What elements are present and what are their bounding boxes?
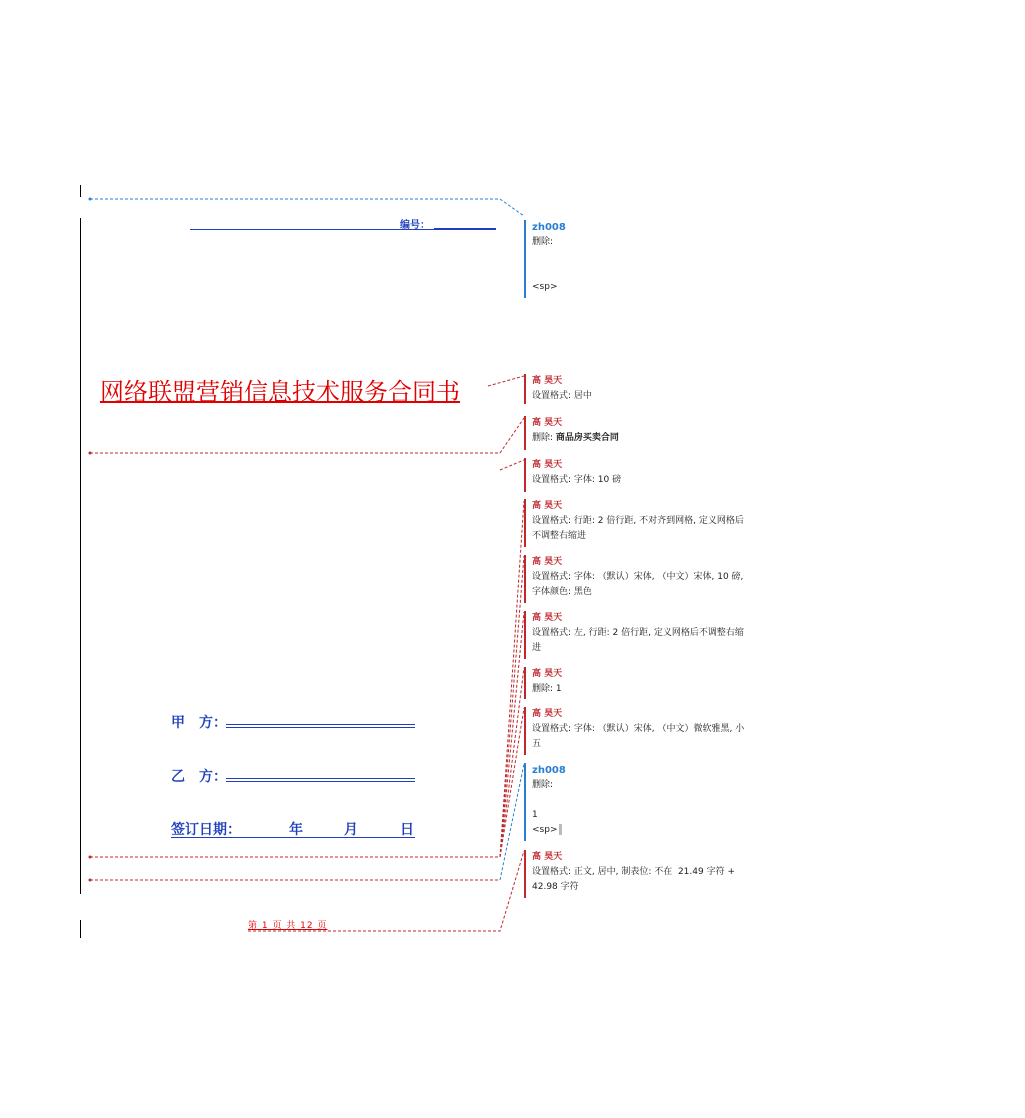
party-b-blank[interactable] (226, 778, 415, 782)
revision-text (532, 265, 762, 280)
revision-text (532, 431, 762, 446)
revision-text: 删除: 1 (532, 684, 562, 694)
revision-author: zh008 (532, 765, 566, 776)
revision-text (532, 823, 762, 838)
revision-balloon[interactable] (524, 374, 762, 404)
revision-author: 高 昊天 (532, 460, 563, 470)
revision-text-token: <sp> (532, 825, 558, 835)
party-a-blank[interactable] (226, 724, 415, 728)
sign-date-month: 月 (344, 822, 358, 838)
revision-author: 高 昊天 (532, 709, 563, 719)
revision-author: 高 昊天 (532, 557, 563, 567)
revision-text: <sp> (532, 282, 558, 292)
revision-text: 不调整右缩进 (532, 531, 587, 541)
doc-number-blank[interactable] (434, 228, 496, 229)
revision-balloon[interactable] (524, 763, 762, 841)
revision-text (532, 250, 762, 265)
doc-number-field (190, 216, 496, 230)
revision-balloon[interactable] (524, 707, 762, 755)
revision-balloon[interactable] (524, 220, 762, 298)
sign-date-field[interactable] (171, 819, 415, 838)
sign-date-label: 签订日期： (171, 822, 241, 838)
revision-balloon[interactable] (524, 611, 762, 659)
revision-balloon[interactable] (524, 555, 762, 603)
page-footer: 第 1 页 共 12 页 (248, 921, 328, 931)
revision-text: 设置格式: 左, 行距: 2 倍行距, 定义网格后不调整右缩 (532, 628, 744, 638)
revision-text: 设置格式: 字体: （默认）宋体, （中文）微软雅黑, 小 (532, 724, 745, 734)
revision-author: 高 昊天 (532, 613, 563, 623)
party-b-label: 乙 方： (171, 769, 227, 785)
revision-author: 高 昊天 (532, 501, 563, 511)
revision-text: 1 (532, 810, 538, 820)
sign-date-year: 年 (289, 822, 303, 838)
revision-balloon[interactable] (524, 458, 762, 492)
revision-text: 字体颜色: 黑色 (532, 587, 592, 597)
text-cursor-icon (559, 824, 562, 835)
revision-balloon[interactable] (524, 416, 762, 450)
crop-mark (80, 185, 81, 197)
revision-text: 五 (532, 739, 542, 749)
revision-author: 高 昊天 (532, 376, 563, 386)
revision-text: 设置格式: 字体: 10 磅 (532, 475, 622, 485)
revision-text: 42.98 字符 (532, 882, 579, 892)
crop-mark (80, 920, 81, 938)
margin-bar (80, 218, 81, 894)
revision-text: 删除: (532, 237, 554, 247)
revision-text: 删除: (532, 780, 554, 790)
revision-text: 进 (532, 643, 542, 653)
doc-number-label: 编号： (400, 220, 430, 231)
revision-text: 设置格式: 行距: 2 倍行距, 不对齐到网格, 定义网格后 (532, 516, 744, 526)
revision-text: 设置格式: 正文, 居中, 制表位: 不在 21.49 字符 + (532, 867, 735, 877)
party-a-label: 甲 方： (171, 715, 227, 731)
revision-deleted-text: 商品房买卖合同 (555, 433, 619, 443)
revision-balloon[interactable] (524, 499, 762, 547)
revision-text: 设置格式: 字体: （默认）宋体, （中文）宋体, 10 磅, (532, 572, 744, 582)
revision-text (532, 793, 762, 808)
revision-author: 高 昊天 (532, 418, 563, 428)
revision-balloon[interactable] (524, 850, 762, 898)
revision-text-prefix: 删除: (532, 433, 556, 443)
revision-author: zh008 (532, 222, 566, 233)
contract-title: 网络联盟营销信息技术服务合同书 (100, 378, 460, 406)
revision-balloon[interactable] (524, 667, 762, 699)
revision-text: 设置格式: 居中 (532, 391, 592, 401)
revision-author: 高 昊天 (532, 669, 563, 679)
revision-author: 高 昊天 (532, 852, 563, 862)
sign-date-day: 日 (400, 822, 414, 838)
